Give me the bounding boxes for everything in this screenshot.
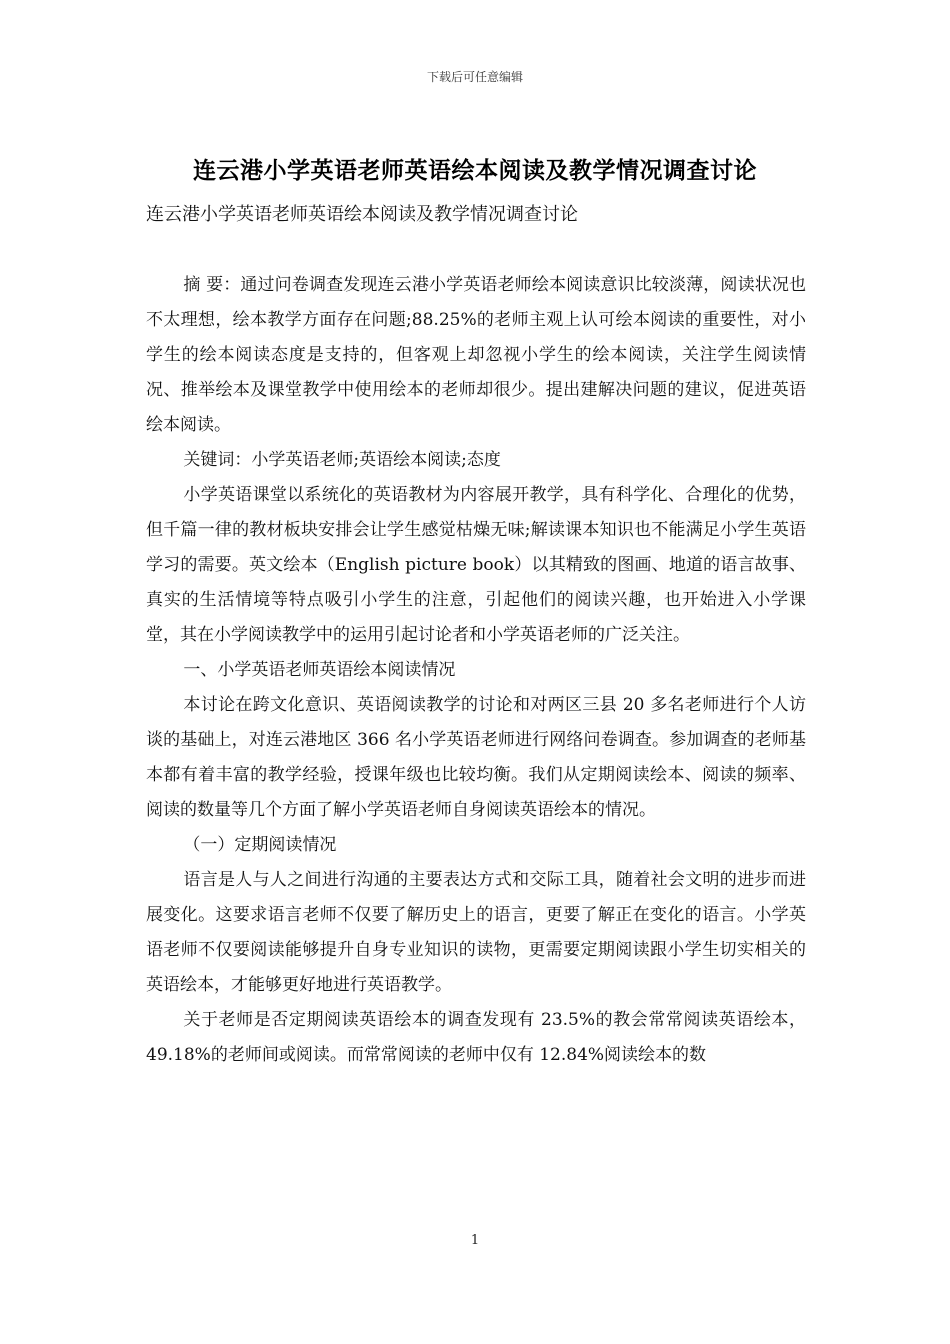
document-title: 连云港小学英语老师英语绘本阅读及教学情况调查讨论 bbox=[193, 157, 757, 184]
header-note: 下载后可任意编辑 bbox=[426, 70, 523, 84]
section-1-paragraph: 本讨论在跨文化意识、英语阅读教学的讨论和对两区三县 20 多名老师进行个人访谈的基础上，对连云港地区 366 名小学英语老师进行网络问卷调查。参加调查的老师基本都有着丰富的教学经验，授课年级也比较均衡。我们从定期阅读绘本、阅读的频率、阅读的数量等几个方面了解小学英语老师自身阅读英语绘本的情况。 bbox=[146, 695, 806, 820]
document-subtitle: 连云港小学英语老师英语绘本阅读及教学情况调查讨论 bbox=[146, 204, 578, 225]
abstract-paragraph: 摘 要：通过问卷调查发现连云港小学英语老师绘本阅读意识比较淡薄，阅读状况也不太理想，绘本教学方面存在问题;88.25%的老师主观上认可绘本阅读的重要性，对小学生的绘本阅读态度是支持的，但客观上却忽视小学生的绘本阅读，关注学生阅读情况、推举绘本及课堂教学中使用绘本的老师却很少。提出建解决问题的建议，促进英语绘本阅读。 bbox=[146, 275, 806, 435]
subsection-heading-1: （一）定期阅读情况 bbox=[183, 835, 337, 855]
subsection-1-paragraph-2: 关于老师是否定期阅读英语绘本的调查发现有 23.5%的教会常常阅读英语绘本，49.18%的老师间或阅读。而常常阅读的老师中仅有 12.84%阅读绘本的数 bbox=[146, 1010, 806, 1065]
document-body bbox=[146, 268, 806, 1073]
subsection-1-paragraph-1: 语言是人与人之间进行沟通的主要表达方式和交际工具，随着社会文明的进步而进展变化。这要求语言老师不仅要了解历史上的语言，更要了解正在变化的语言。小学英语老师不仅要阅读能够提升自身专业知识的读物，更需要定期阅读跟小学生切实相关的英语绘本，才能够更好地进行英语教学。 bbox=[146, 870, 806, 995]
section-heading-1: 一、小学英语老师英语绘本阅读情况 bbox=[183, 660, 456, 680]
keywords-paragraph: 关键词：小学英语老师;英语绘本阅读;态度 bbox=[183, 450, 501, 470]
intro-paragraph: 小学英语课堂以系统化的英语教材为内容展开教学，具有科学化、合理化的优势，但千篇一律的教材板块安排会让学生感觉枯燥无味;解读课本知识也不能满足小学生英语学习的需要。英文绘本（English picture book）以其精致的图画、地道的语言故事、真实的生活情境等特点吸引小学生的注意，引起他们的阅读兴趣，也开始进入小学课堂，其在小学阅读教学中的运用引起讨论者和小学英语老师的广泛关注。 bbox=[146, 485, 806, 645]
page-number: 1 bbox=[470, 1233, 480, 1248]
